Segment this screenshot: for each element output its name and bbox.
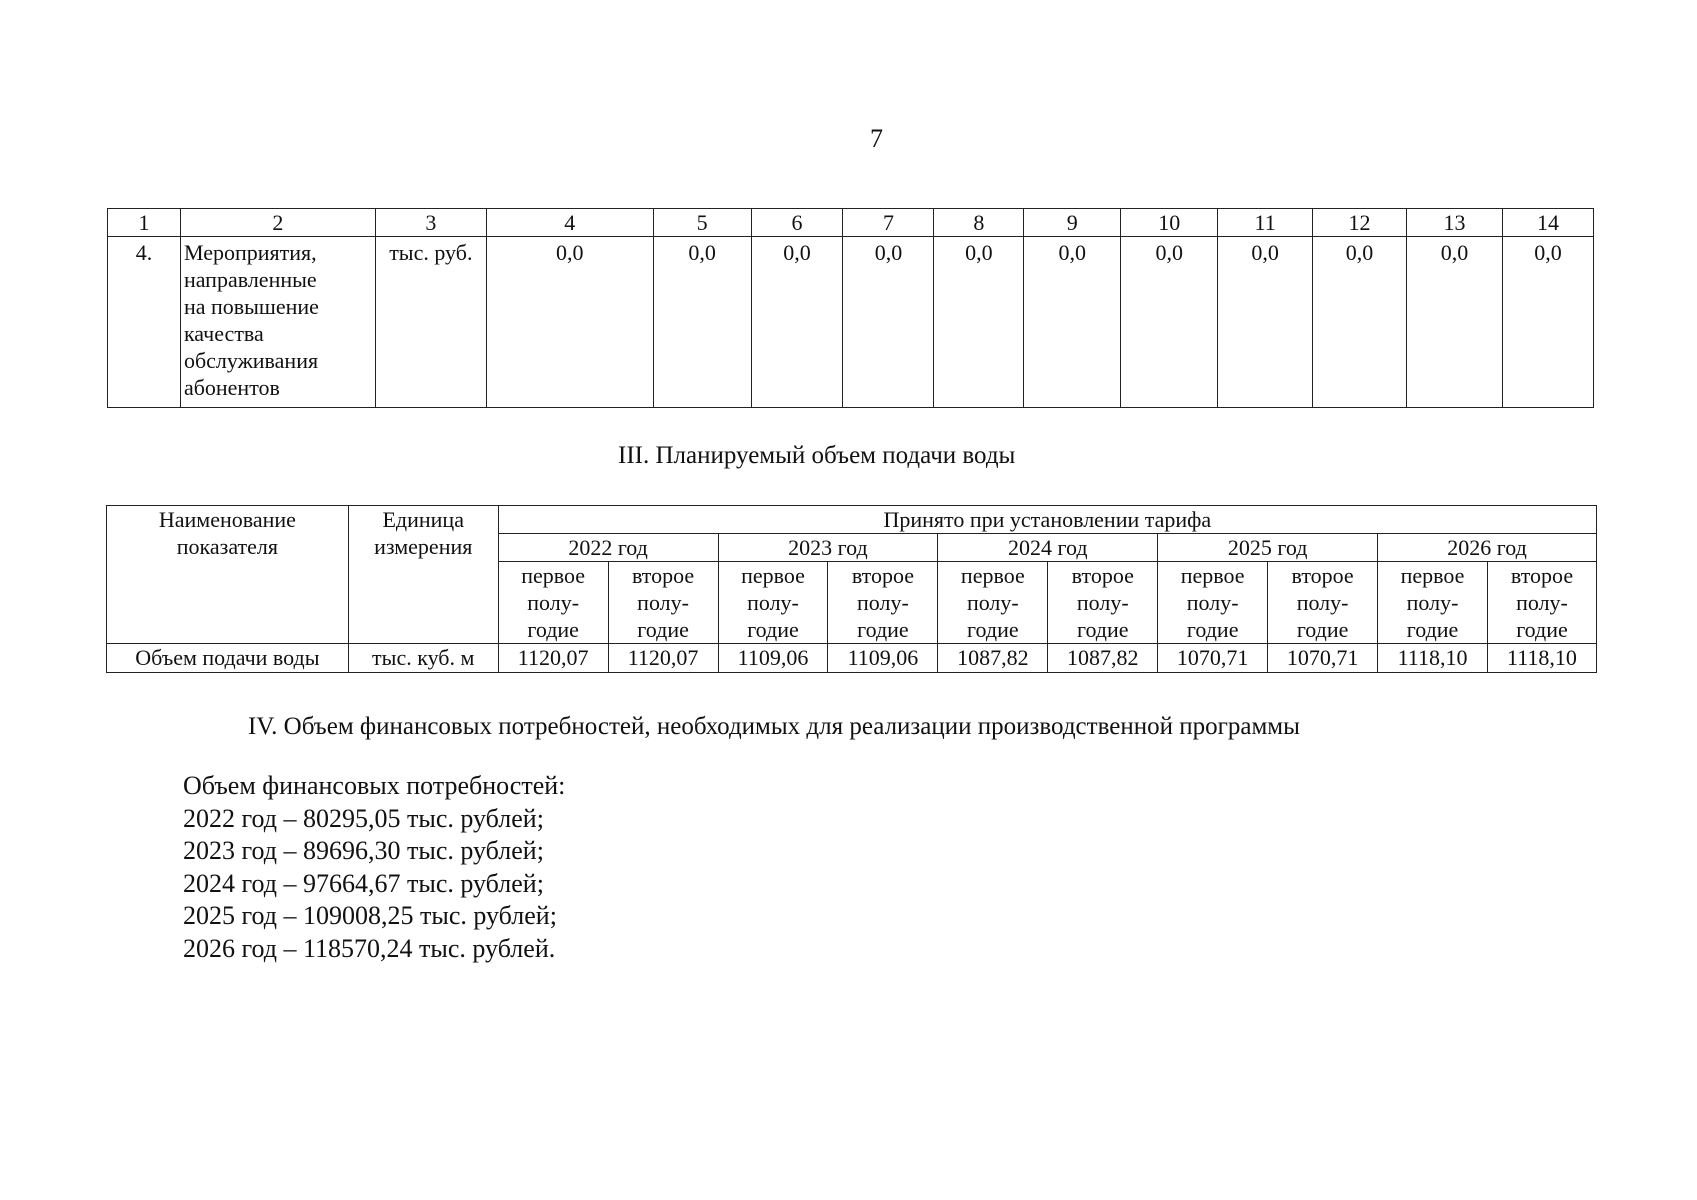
half-header-line: годие xyxy=(1406,617,1459,642)
column-number: 13 xyxy=(1407,209,1503,237)
row-name-line: абонентов xyxy=(183,375,280,400)
half-header-line: полу- xyxy=(857,590,909,615)
page-number: 7 xyxy=(870,124,883,153)
half-header-line: годие xyxy=(637,617,689,642)
row-value: 1070,71 xyxy=(1158,644,1268,673)
finance-line: 2024 год – 97664,67 тыс. рублей; xyxy=(183,868,544,898)
half-header-line: второе xyxy=(851,563,915,588)
table-row xyxy=(108,237,1594,408)
row-value: 1070,71 xyxy=(1268,644,1378,673)
half-header-line: полу- xyxy=(747,590,799,615)
column-number: 12 xyxy=(1313,209,1407,237)
row-name: Объем подачи воды xyxy=(107,644,349,673)
column-number: 9 xyxy=(1024,209,1121,237)
half-header-line: годие xyxy=(1186,617,1239,642)
half-header xyxy=(938,562,1048,644)
row-name-line: на повышение xyxy=(183,294,319,319)
row-value: 1118,10 xyxy=(1487,644,1596,673)
column-number: 5 xyxy=(653,209,751,237)
half-header-line: годие xyxy=(1296,617,1349,642)
row-value: 0,0 xyxy=(1218,237,1313,408)
half-header-line: полу- xyxy=(1186,590,1239,615)
row-name xyxy=(180,237,375,408)
half-header xyxy=(828,562,938,644)
year-header: 2024 год xyxy=(938,534,1158,562)
half-header-line: полу- xyxy=(1516,590,1568,615)
year-header: 2023 год xyxy=(718,534,938,562)
column-number: 3 xyxy=(375,209,486,237)
row-value: 1120,07 xyxy=(608,644,718,673)
year-header: 2026 год xyxy=(1378,534,1597,562)
column-number: 2 xyxy=(180,209,375,237)
half-header-line: годие xyxy=(747,617,799,642)
half-header-line: второе xyxy=(1071,563,1134,588)
half-header-line: полу- xyxy=(1076,590,1129,615)
half-header-line: полу- xyxy=(527,590,580,615)
row-value: 1109,06 xyxy=(718,644,828,673)
events-table xyxy=(107,208,1594,408)
half-header-line: полу- xyxy=(1296,590,1349,615)
half-header-line: второе xyxy=(1510,563,1574,588)
column-number: 4 xyxy=(486,209,653,237)
unit-header-line: Единица xyxy=(382,507,464,532)
year-header: 2025 год xyxy=(1158,534,1378,562)
row-value: 0,0 xyxy=(486,237,653,408)
column-number: 1 xyxy=(108,209,181,237)
name-header-line: показателя xyxy=(176,534,279,559)
half-header-line: второе xyxy=(1291,563,1354,588)
row-name-line: обслуживания xyxy=(183,348,319,373)
finance-line: 2025 год – 109008,25 тыс. рублей; xyxy=(183,901,557,930)
finance-line: 2022 год – 80295,05 тыс. рублей; xyxy=(183,803,544,833)
column-number: 7 xyxy=(843,209,934,237)
row-value: 0,0 xyxy=(934,237,1024,408)
half-header-line: первое xyxy=(1400,563,1465,588)
column-number: 8 xyxy=(934,209,1024,237)
row-value: 1120,07 xyxy=(498,644,608,673)
half-header-line: первое xyxy=(741,563,805,588)
water-supply-table xyxy=(106,505,1597,673)
section-3-title: III. Планируемый объем подачи воды xyxy=(618,442,1016,469)
row-value: 1109,06 xyxy=(828,644,938,673)
row-name-line: Мероприятия, xyxy=(183,240,317,265)
finance-line: 2026 год – 118570,24 тыс. рублей. xyxy=(183,933,556,963)
row-value: 1118,10 xyxy=(1378,644,1488,673)
half-header-line: первое xyxy=(960,563,1025,588)
row-value: 0,0 xyxy=(751,237,843,408)
row-value: 0,0 xyxy=(843,237,934,408)
row-name-line: качества xyxy=(183,321,264,346)
year-header: 2022 год xyxy=(498,534,718,562)
half-header-line: годие xyxy=(527,617,579,642)
row-unit: тыс. куб. м xyxy=(348,644,498,673)
row-value: 0,0 xyxy=(1024,237,1121,408)
half-header-line: первое xyxy=(1180,563,1245,588)
half-header xyxy=(608,562,718,644)
half-header xyxy=(1268,562,1378,644)
header-row-group xyxy=(107,506,1597,534)
half-header-line: первое xyxy=(521,563,586,588)
name-header xyxy=(107,506,349,644)
row-value: 0,0 xyxy=(1121,237,1218,408)
half-header-line: полу- xyxy=(1406,590,1459,615)
row-value: 0,0 xyxy=(1407,237,1503,408)
row-value: 0,0 xyxy=(653,237,751,408)
row-value: 0,0 xyxy=(1502,237,1593,408)
group-header: Принято при установлении тарифа xyxy=(498,506,1596,534)
half-header-line: годие xyxy=(1516,617,1568,642)
name-header-line: Наименование xyxy=(158,507,296,532)
column-number: 10 xyxy=(1121,209,1218,237)
finance-line: 2023 год – 89696,30 тыс. рублей; xyxy=(183,836,544,865)
half-header-line: второе xyxy=(631,563,695,588)
unit-header xyxy=(348,506,498,644)
half-header-line: годие xyxy=(857,617,909,642)
half-header-line: полу- xyxy=(637,590,689,615)
column-number: 11 xyxy=(1218,209,1313,237)
row-value: 1087,82 xyxy=(1048,644,1158,673)
half-header xyxy=(1158,562,1268,644)
column-number-row xyxy=(108,209,1594,237)
half-header xyxy=(1378,562,1488,644)
half-header xyxy=(718,562,828,644)
row-value: 0,0 xyxy=(1313,237,1407,408)
half-header-line: годие xyxy=(967,617,1019,642)
row-number: 4. xyxy=(108,237,181,408)
row-value: 1087,82 xyxy=(938,644,1048,673)
half-header-line: годие xyxy=(1076,617,1129,642)
half-header xyxy=(498,562,608,644)
row-name-line: направленные xyxy=(183,267,317,292)
section-4-title: IV. Объем финансовых потребностей, необходимых для реализации производственной программы xyxy=(248,713,1300,740)
half-header xyxy=(1487,562,1596,644)
unit-header-line: измерения xyxy=(374,534,473,559)
column-number: 6 xyxy=(751,209,843,237)
finance-heading: Объем финансовых потребностей: xyxy=(183,771,566,800)
row-unit: тыс. руб. xyxy=(375,237,486,408)
half-header-line: полу- xyxy=(966,590,1019,615)
finance-block xyxy=(183,770,565,965)
half-header xyxy=(1048,562,1158,644)
column-number: 14 xyxy=(1502,209,1593,237)
table-row xyxy=(107,644,1597,673)
